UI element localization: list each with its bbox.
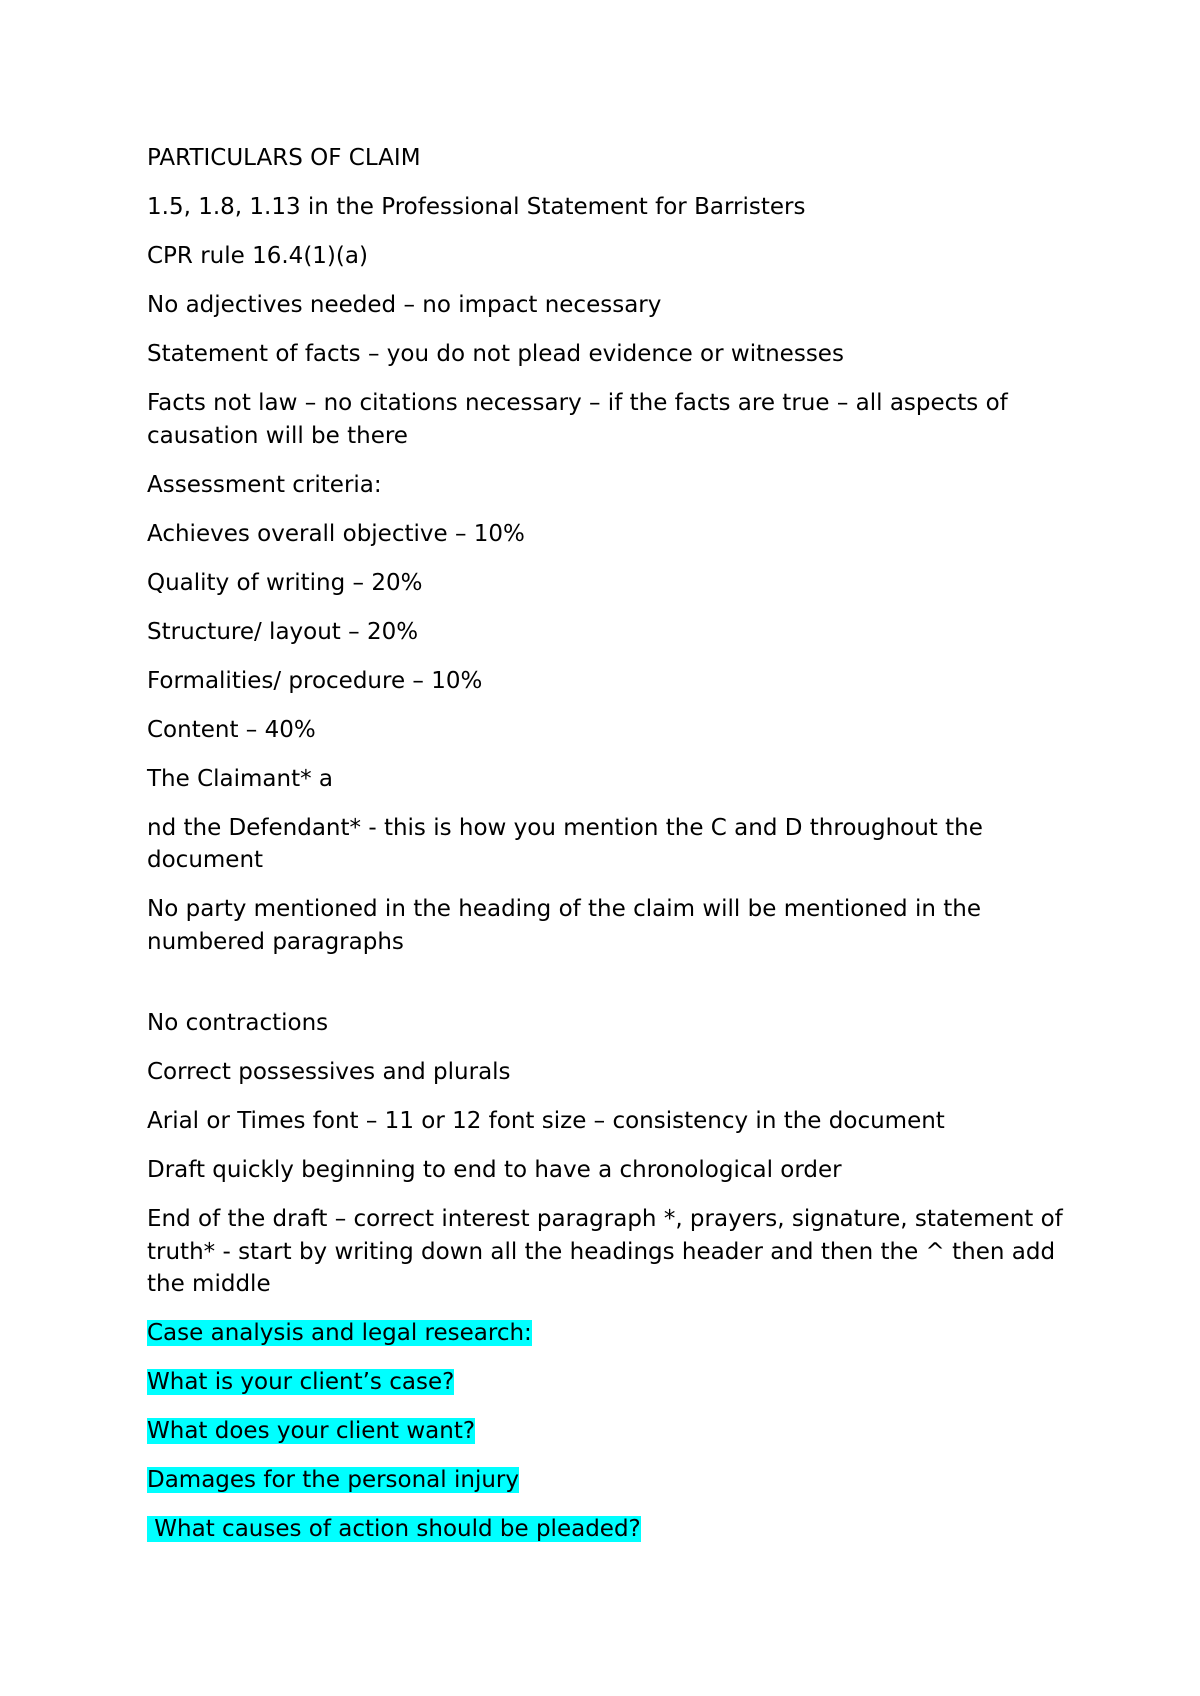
highlighted-text: What does your client want? [147, 1418, 476, 1444]
paragraph: No contractions [147, 1010, 329, 1036]
paragraph: 1.5, 1.8, 1.13 in the Professional Statement for Barristers [147, 194, 806, 220]
paragraph: Correct possessives and plurals [147, 1059, 511, 1085]
paragraph-assessment-heading: Assessment criteria: [147, 471, 382, 498]
paragraph: nd the Defendant* - this is how you mention the C and D throughout the document [147, 814, 983, 873]
document-body [147, 142, 1077, 1562]
criterion-item: Quality of writing – 20% [147, 569, 423, 596]
paragraph: No party mentioned in the heading of the claim will be mentioned in the numbered paragraphs [147, 896, 981, 955]
highlighted-paragraph [147, 1317, 1077, 1350]
highlighted-paragraph [147, 1513, 1077, 1546]
highlighted-paragraph [147, 1366, 1077, 1399]
highlighted-text: What causes of action should be pleaded? [147, 1516, 641, 1542]
paragraph: Arial or Times font – 11 or 12 font size – consistency in the document [147, 1108, 945, 1134]
paragraph: Draft quickly beginning to end to have a chronological order [147, 1157, 842, 1183]
paragraph: No adjectives needed – no impact necessary [147, 292, 662, 318]
criterion-item: Formalities/ procedure – 10% [147, 667, 483, 694]
highlighted-paragraph [147, 1464, 1077, 1497]
document-title: PARTICULARS OF CLAIM [147, 145, 421, 171]
highlighted-paragraph [147, 1415, 1077, 1448]
paragraph: CPR rule 16.4(1)(a) [147, 243, 368, 269]
highlighted-text: Case analysis and legal research: [147, 1320, 532, 1346]
criterion-item: Structure/ layout – 20% [147, 618, 419, 645]
paragraph: End of the draft – correct interest paragraph *, prayers, signature, statement of truth* - start by writing down all the headings header and then the ^ then add the middle [147, 1206, 1063, 1297]
highlighted-text: What is your client’s case? [147, 1369, 455, 1395]
highlighted-text: Damages for the personal injury [147, 1467, 519, 1493]
criterion-item: Content – 40% [147, 716, 316, 743]
paragraph: Statement of facts – you do not plead evidence or witnesses [147, 341, 844, 367]
paragraph: The Claimant* a [147, 765, 334, 792]
criterion-item: Achieves overall objective – 10% [147, 520, 525, 547]
paragraph: Facts not law – no citations necessary – if the facts are true – all aspects of causation will be there [147, 390, 1008, 449]
